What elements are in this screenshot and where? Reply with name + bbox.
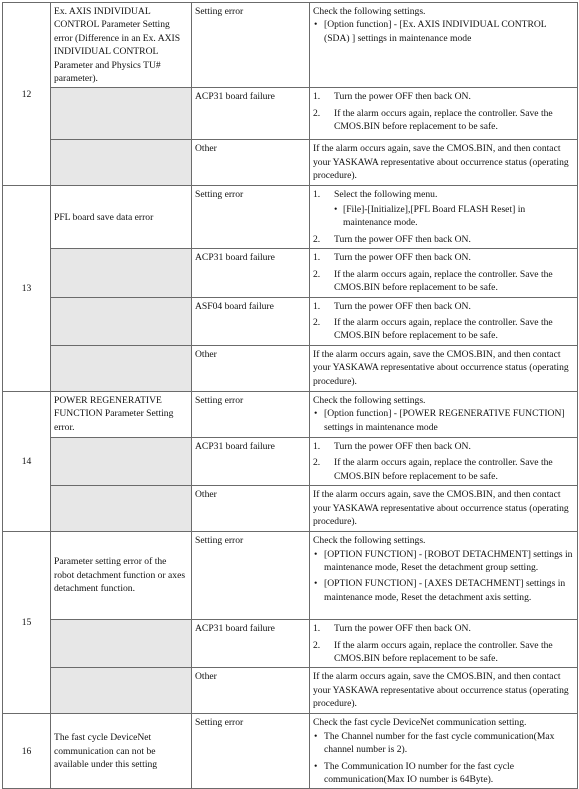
remedy-bullet-list: [313, 18, 574, 45]
table-row: [3, 3, 578, 88]
table-row: [3, 486, 578, 532]
table-row: [3, 140, 578, 186]
remedy-intro: Check the fast cycle DeviceNet communication setting.: [313, 717, 527, 729]
list-item: • The Communication IO number for the fast cycle communication(Max IO number is 64Byte).: [314, 760, 514, 785]
cause-cell: ACP31 board failure: [192, 620, 310, 668]
empty-cell: [51, 486, 192, 532]
table-row: [3, 532, 578, 620]
table-row: [3, 186, 578, 249]
alarm-description-cell: Parameter setting error of the robot detachment function or axes detachment function.: [51, 532, 192, 620]
cause-cell: Other: [192, 140, 310, 186]
remedy-cell: [310, 249, 578, 297]
empty-cell: [51, 437, 192, 485]
table-row: [3, 668, 578, 714]
list-item: • The Channel number for the fast cycle communication(Max channel number is 2).: [314, 730, 555, 756]
list-item: 1. Turn the power OFF then back ON.: [313, 91, 471, 103]
list-item: 2. If the alarm occurs again, replace the controller. Save the CMOS.BIN before replacement to be safe.: [313, 268, 553, 294]
sub-code-cell: 14: [3, 391, 51, 531]
empty-cell: [51, 297, 192, 345]
remedy-cell: If the alarm occurs again, save the CMOS.BIN, and then contact your YASKAWA representative about occurrence status (operating procedure).: [310, 345, 578, 391]
remedy-cell: [310, 620, 578, 668]
list-item: 2. If the alarm occurs again, replace the controller. Save the CMOS.BIN before replacement to be safe.: [313, 639, 553, 664]
list-item: • [Option function] - [POWER REGENERATIVE FUNCTION] settings in maintenance mode: [314, 408, 565, 433]
alarm-description-cell: The fast cycle DeviceNet communication can not be available under this setting: [51, 714, 192, 789]
remedy-cell: If the alarm occurs again, save the CMOS.BIN, and then contact your YASKAWA representative about occurrence status (operating procedure).: [310, 140, 578, 186]
empty-cell: [51, 249, 192, 297]
alarm-description-cell: PFL board save data error: [51, 186, 192, 249]
remedy-cell: [310, 186, 578, 249]
remedy-cell: [310, 532, 578, 620]
remedy-cell: [310, 88, 578, 140]
empty-cell: [51, 668, 192, 714]
remedy-sub-list: [334, 203, 574, 230]
cause-cell: Other: [192, 486, 310, 532]
table-row: [3, 297, 578, 345]
alarm-description-cell: Ex. AXIS INDIVIDUAL CONTROL Parameter Setting error (Difference in an Ex. AXIS INDIVIDUAL CONTROL Parameter and Physics TU# parameter).: [51, 3, 192, 88]
cause-cell: Setting error: [192, 3, 310, 88]
empty-cell: [51, 620, 192, 668]
remedy-bullet-list: [313, 548, 574, 605]
table-row: [3, 345, 578, 391]
remedy-intro: Check the following settings.: [313, 6, 426, 17]
table-row: [3, 391, 578, 437]
empty-cell: [51, 345, 192, 391]
list-item: 1. Select the following menu. • [File]-[Initialize],[PFL Board FLASH Reset] in maintenance mode.: [313, 188, 574, 229]
cause-cell: Setting error: [192, 532, 310, 620]
list-item: 1. Turn the power OFF then back ON.: [313, 440, 471, 452]
table-row: [3, 437, 578, 485]
sub-code-cell: 12: [3, 3, 51, 186]
sub-code-cell: 13: [3, 186, 51, 391]
remedy-cell: [310, 391, 578, 437]
remedy-step-list: [313, 622, 574, 665]
sub-code-cell: 15: [3, 532, 51, 714]
cause-cell: ACP31 board failure: [192, 249, 310, 297]
list-item: 2. If the alarm occurs again, replace the controller. Save the CMOS.BIN before replacement to be safe.: [313, 107, 553, 133]
cause-cell: Setting error: [192, 186, 310, 249]
remedy-bullet-list: [313, 407, 574, 434]
cause-cell: ACP31 board failure: [192, 437, 310, 485]
list-item: 1. Turn the power OFF then back ON.: [313, 300, 471, 312]
remedy-bullet-list: [313, 730, 574, 787]
list-item: • [File]-[Initialize],[PFL Board FLASH Reset] in maintenance mode.: [334, 203, 526, 229]
cause-cell: ASF04 board failure: [192, 297, 310, 345]
list-item: 2. If the alarm occurs again, replace the controller. Save the CMOS.BIN before replacement to be safe.: [313, 457, 553, 482]
table-row: [3, 249, 578, 297]
list-item: 1. Turn the power OFF then back ON.: [313, 623, 471, 635]
cause-cell: Other: [192, 668, 310, 714]
remedy-intro: Check the following settings.: [313, 535, 426, 547]
list-item: • [Option function] - [Ex. AXIS INDIVIDUAL CONTROL (SDA) ] settings in maintenance mode: [314, 19, 547, 44]
remedy-step-list: [313, 90, 574, 133]
alarm-description-cell: POWER REGENERATIVE FUNCTION Parameter Setting error.: [51, 391, 192, 437]
list-item: 2. If the alarm occurs again, replace the controller. Save the CMOS.BIN before replacement to be safe.: [313, 317, 553, 342]
cause-cell: Other: [192, 345, 310, 391]
remedy-intro: Check the following settings.: [313, 394, 426, 406]
list-item: 2. Turn the power OFF then back ON.: [313, 233, 471, 245]
table-row: [3, 620, 578, 668]
table-row: [3, 714, 578, 789]
alarm-remedy-table: [2, 2, 578, 789]
cause-cell: Setting error: [192, 714, 310, 789]
remedy-cell: [310, 437, 578, 485]
remedy-step-list: [313, 440, 574, 483]
remedy-cell: [310, 714, 578, 789]
list-item: • [OPTION FUNCTION] - [AXES DETACHMENT] settings in maintenance mode, Reset the detachment axis setting.: [314, 578, 566, 603]
remedy-step-list: [313, 188, 574, 246]
empty-cell: [51, 88, 192, 140]
remedy-cell: If the alarm occurs again, save the CMOS.BIN, and then contact your YASKAWA representative about occurrence status (operating procedure).: [310, 486, 578, 532]
cause-cell: Setting error: [192, 391, 310, 437]
remedy-cell: [310, 3, 578, 88]
remedy-step-list: [313, 300, 574, 343]
list-item: 1. Turn the power OFF then back ON.: [313, 252, 471, 264]
remedy-step-list: [313, 251, 574, 294]
empty-cell: [51, 140, 192, 186]
remedy-cell: If the alarm occurs again, save the CMOS.BIN, and then contact your YASKAWA representative about occurrence status (operating procedure).: [310, 668, 578, 714]
table-row: [3, 88, 578, 140]
cause-cell: ACP31 board failure: [192, 88, 310, 140]
list-item: • [OPTION FUNCTION] - [ROBOT DETACHMENT] settings in maintenance mode, Reset the detachment group setting.: [314, 548, 573, 573]
remedy-cell: [310, 297, 578, 345]
sub-code-cell: 16: [3, 714, 51, 789]
alarm-table-page: [2, 2, 577, 789]
